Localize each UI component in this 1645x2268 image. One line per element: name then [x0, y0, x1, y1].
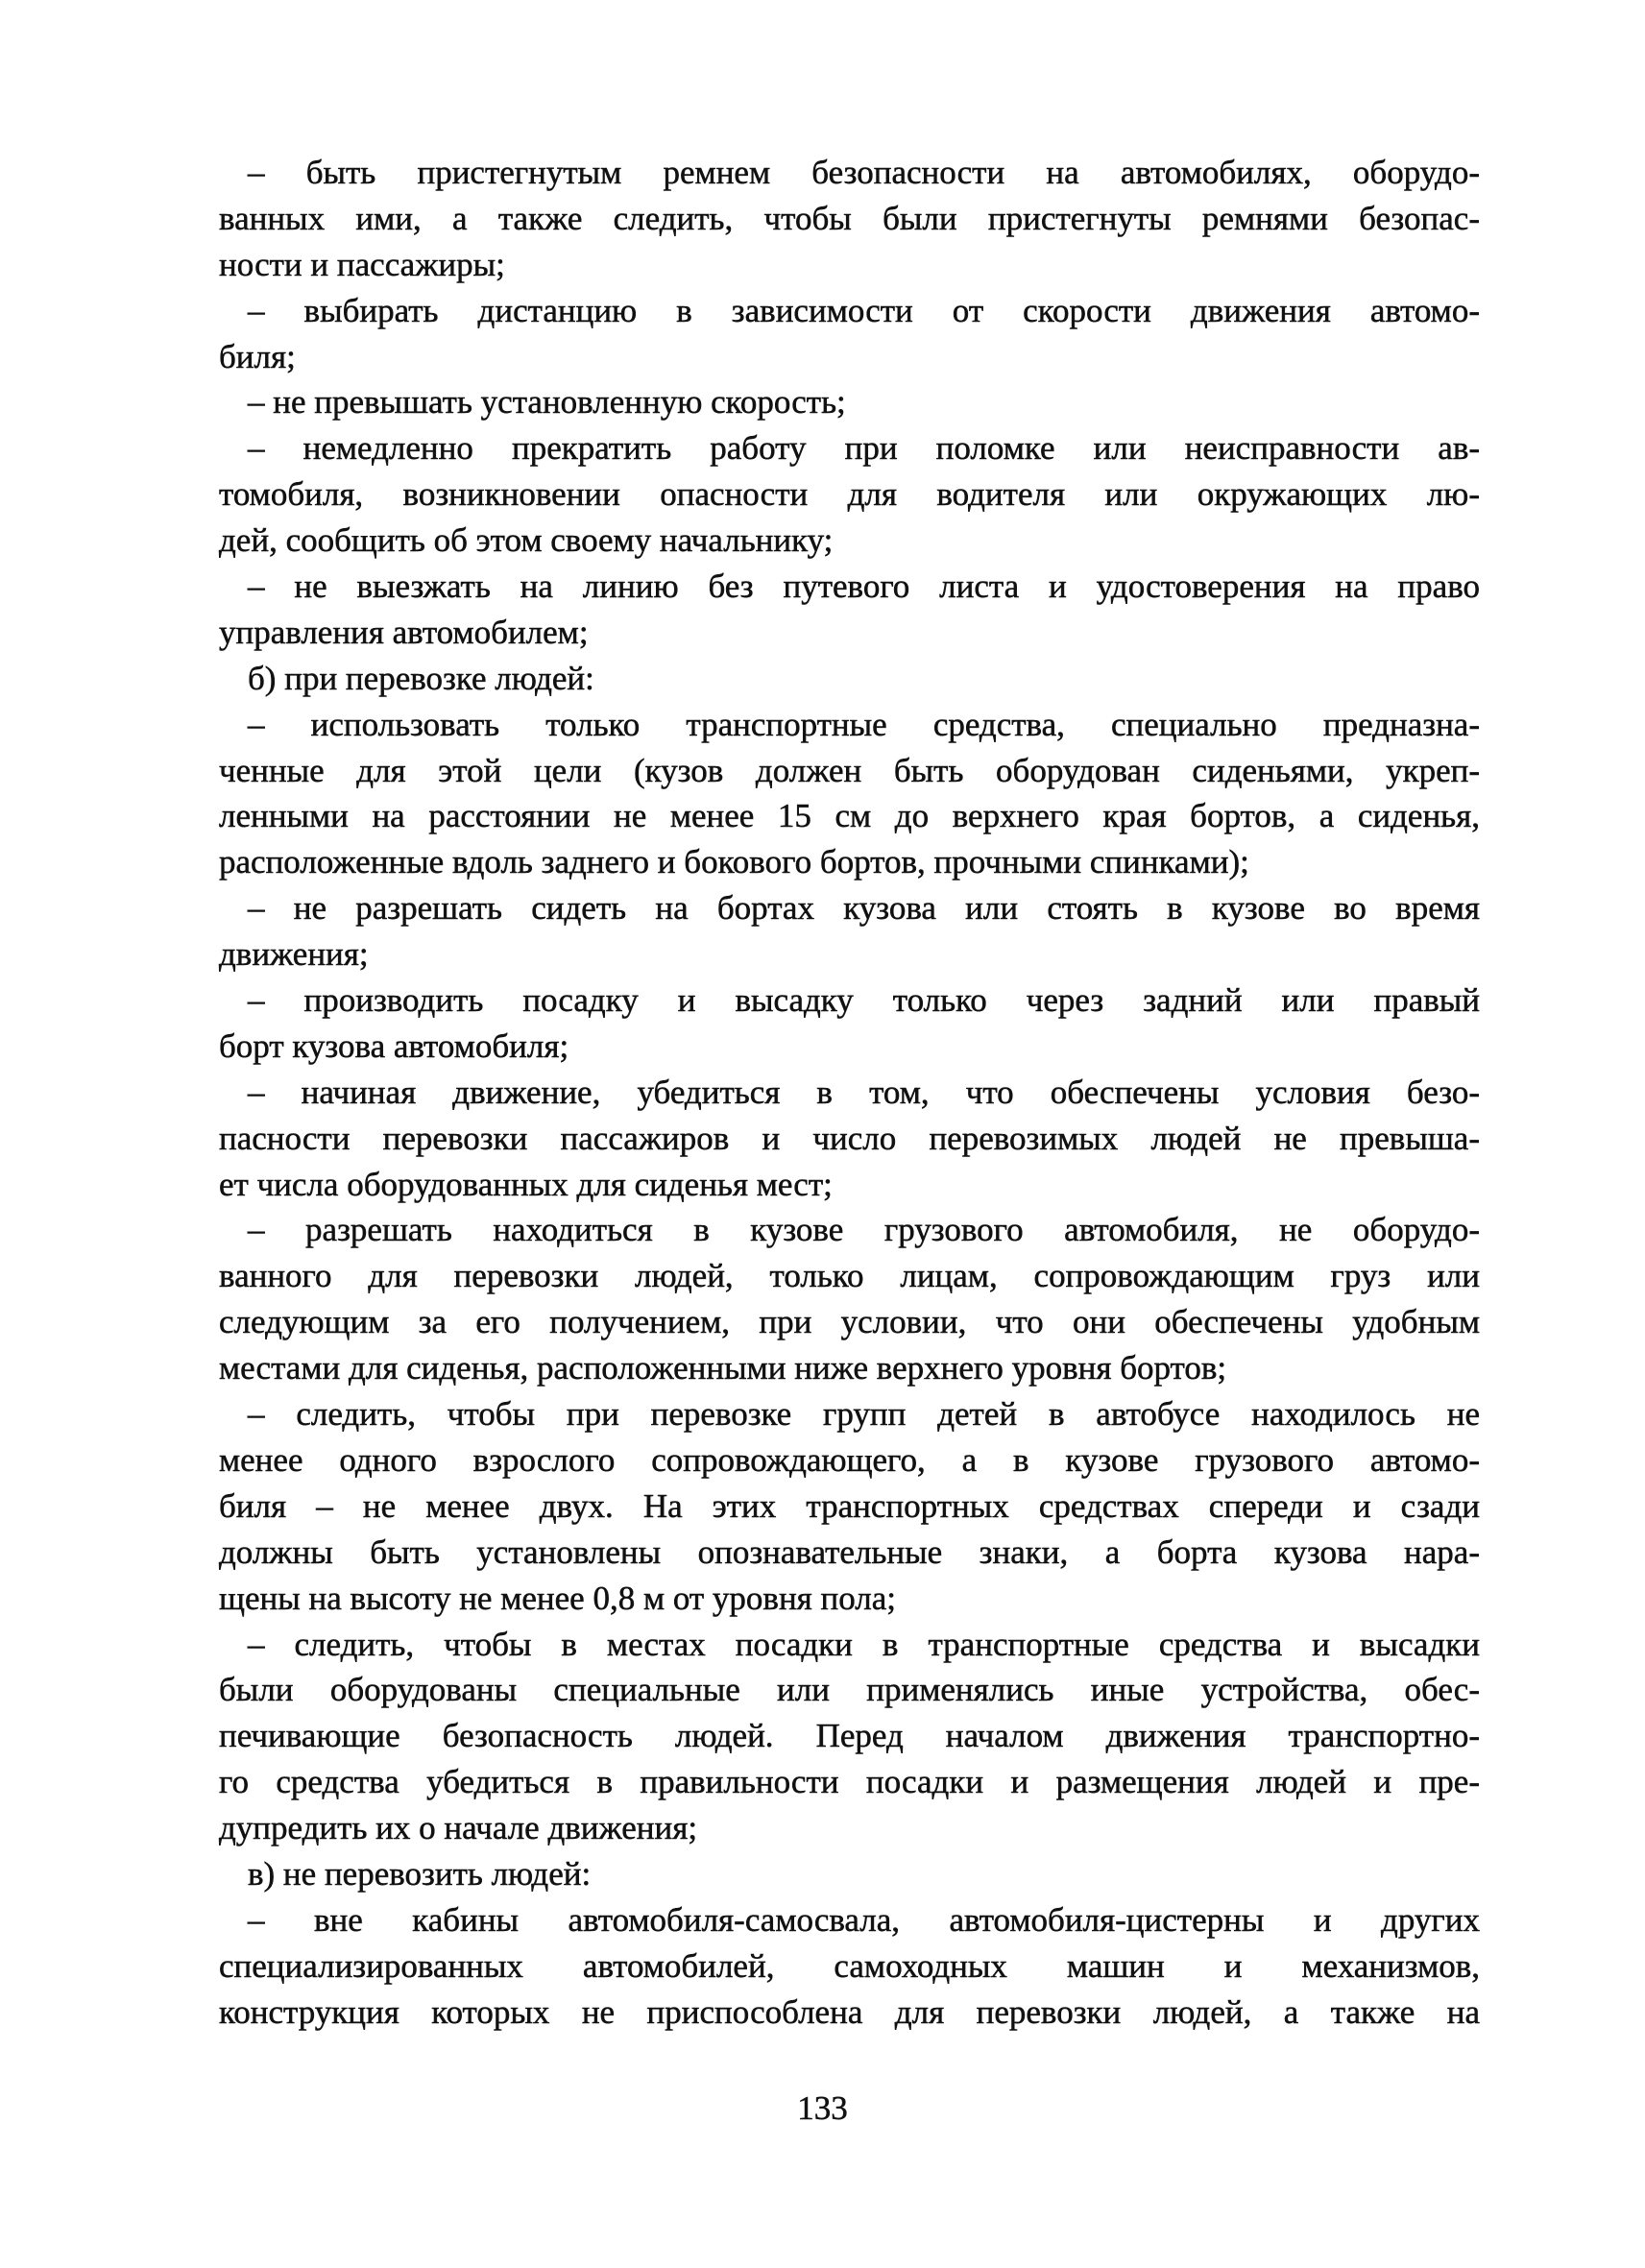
paragraph [219, 1391, 1480, 1621]
text-line: ченные для этой цели (кузов должен быть оборудован сиденьями, укреп- [219, 751, 1480, 789]
text-line: – не превышать установленную скорость; [248, 383, 846, 422]
paragraph [219, 885, 1480, 977]
page-number: 133 [797, 2089, 848, 2127]
text-line: ет числа оборудованных для сиденья мест; [219, 1165, 833, 1203]
text-line: в) не перевозить людей: [248, 1854, 592, 1893]
paragraph [219, 1622, 1480, 1851]
text-line: дупредить их о начале движения; [219, 1809, 698, 1847]
paragraph [219, 564, 1480, 656]
text-line: – использовать только транспортные средства, специально предназна- [248, 705, 1480, 743]
paragraph [219, 1897, 1480, 2036]
body-text [219, 150, 1480, 2036]
text-line: расположенные вдоль заднего и бокового бортов, прочными спинками); [219, 843, 1249, 881]
text-line: менее одного взрослого сопровождающего, а в кузове грузового автомо- [219, 1440, 1480, 1479]
text-line: – немедленно прекратить работу при поломке или неисправности ав- [248, 429, 1480, 468]
text-line: б) при перевозке людей: [248, 659, 594, 697]
text-line: борт кузова автомобиля; [219, 1026, 569, 1065]
text-line: – быть пристегнутым ремнем безопасности на автомобилях, оборудо- [248, 154, 1480, 191]
paragraph [219, 656, 1480, 702]
text-line: конструкция которых не приспособлена для перевозки людей, а также на [219, 1992, 1480, 2031]
text-line: – разрешать находиться в кузове грузового автомобиля, не оборудо- [248, 1211, 1480, 1249]
paragraph [219, 425, 1480, 564]
text-line: – не выезжать на линию без путевого листа и удостоверения на право [248, 567, 1480, 606]
text-line: ности и пассажиры; [219, 245, 505, 283]
text-line: – производить посадку и высадку только через задний или правый [248, 981, 1480, 1020]
text-line: управления автомобилем; [219, 613, 589, 651]
text-line: ванного для перевозки людей, только лицам, сопровождающим груз или [219, 1257, 1480, 1295]
text-line: следующим за его получением, при условии, что они обеспечены удобным [219, 1303, 1480, 1341]
paragraph [219, 977, 1480, 1070]
paragraph [219, 702, 1480, 886]
text-line: биля – не менее двух. На этих транспортных средствах спереди и сзади [219, 1486, 1480, 1525]
text-line: специализированных автомобилей, самоходных машин и механизмов, [219, 1946, 1480, 1985]
text-line: щены на высоту не менее 0,8 м от уровня пола; [219, 1579, 897, 1617]
paragraph [219, 1851, 1480, 1897]
text-line: ленными на расстоянии не менее 15 см до верхнего края бортов, а сиденья, [219, 797, 1480, 835]
text-line: дей, сообщить об этом своему начальнику; [219, 521, 834, 560]
paragraph [219, 288, 1480, 380]
text-line: движения; [219, 935, 369, 974]
paragraph [219, 379, 1480, 425]
text-line: – вне кабины автомобиля-самосвала, автомобиля-цистерны и других [248, 1900, 1480, 1939]
text-line: – начиная движение, убедиться в том, что обеспечены условия безо- [248, 1073, 1480, 1111]
paragraph [219, 150, 1480, 288]
paragraph [219, 1207, 1480, 1391]
text-line: – не разрешать сидеть на бортах кузова или стоять в кузове во время [248, 889, 1480, 928]
text-line: ванных ими, а также следить, чтобы были пристегнуты ремнями безопас- [219, 199, 1480, 237]
text-line: – следить, чтобы при перевозке групп детей в автобусе находилось не [248, 1395, 1480, 1434]
text-line: го средства убедиться в правильности посадки и размещения людей и пре- [219, 1763, 1480, 1801]
text-line: – выбирать дистанцию в зависимости от скорости движения автомо- [248, 291, 1480, 329]
text-line: томобиля, возникновении опасности для водителя или окружающих лю- [219, 475, 1480, 514]
text-line: – следить, чтобы в местах посадки в транспортные средства и высадки [248, 1625, 1480, 1663]
text-line: пасности перевозки пассажиров и число перевозимых людей не превыша- [219, 1119, 1480, 1157]
text-line: биля; [219, 337, 296, 375]
text-line: должны быть установлены опознавательные знаки, а борта кузова нара- [219, 1532, 1480, 1571]
text-line: печивающие безопасность людей. Перед началом движения транспортно- [219, 1717, 1480, 1755]
text-line: местами для сиденья, расположенными ниже верхнего уровня бортов; [219, 1349, 1227, 1387]
text-line: были оборудованы специальные или применялись иные устройства, обес- [219, 1671, 1480, 1709]
paragraph [219, 1070, 1480, 1208]
